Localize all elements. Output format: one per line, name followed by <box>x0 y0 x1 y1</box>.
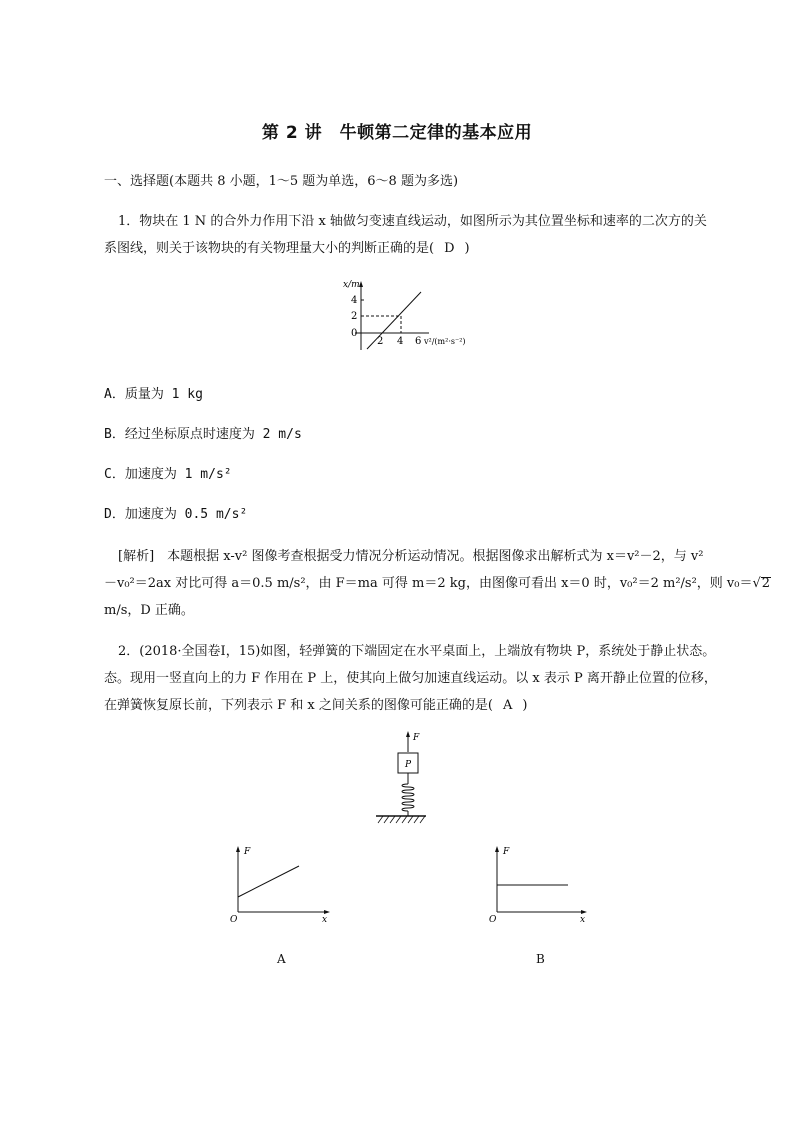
q2-paren-close: ) <box>522 698 528 713</box>
q1-xtick-2: 2 <box>377 336 384 347</box>
q1-xtick-4: 4 <box>397 336 404 347</box>
analysis-text-2: －v₀²＝2ax 对比可得 a＝0.5 m/s²，由 F＝ma 可得 m＝2 kg，由图像可看出 x＝0 时，v₀²＝2 m²/s²，则 v₀＝ <box>104 576 753 591</box>
q2-text-line2: 态。现用一竖直向上的力 F 作用在 P 上，使其向上做匀加速直线运动。以 x 表示 P 离开静止位置的位移， <box>104 671 717 686</box>
graph-a-ylabel: F <box>244 847 251 857</box>
q1-analysis-line1 <box>118 545 703 564</box>
block-label: P <box>405 760 412 770</box>
section-header: 一、选择题(本题共 8 小题，1～5 题为单选，6～8 题为多选) <box>104 174 459 189</box>
analysis-text-1: 本题根据 x-v² 图像考查根据受力情况分析运动情况。根据图像求出解析式为 x＝v²－2，与 v² <box>167 549 704 564</box>
q1-ytick-0: 0 <box>351 328 358 339</box>
q1-analysis-line3: m/s，D 正确。 <box>104 603 194 618</box>
q1-option-b: B．经过坐标原点时速度为 2 m/s <box>104 427 302 442</box>
q1-ytick-2: 2 <box>351 311 358 322</box>
q1-paren-close: ) <box>464 241 470 256</box>
sqrt-two: 2 <box>761 576 771 591</box>
q1-analysis-line2: －v₀²＝2ax 对比可得 a＝0.5 m/s²，由 F＝ma 可得 m＝2 kg，由图像可看出 x＝0 时，v₀²＝2 m²/s²，则 v₀＝√2 <box>104 576 771 591</box>
graph-a <box>222 842 342 926</box>
force-label: F <box>413 733 420 743</box>
q2-stem-end: 在弹簧恢复原长前，下列表示 F 和 x 之间关系的图像可能正确的是( <box>104 698 493 713</box>
q1-ylabel: x/m <box>343 280 360 290</box>
q2-text-line1: 2．(2018·全国卷Ⅰ，15)如图，轻弹簧的下端固定在水平桌面上，上端放有物块 P，系统处于静止状态。 <box>118 644 716 659</box>
graph-a-xlabel: x <box>322 915 328 925</box>
graph-b-origin: O <box>489 915 497 925</box>
q1-xlabel: v²/(m²·s⁻²) <box>424 337 466 346</box>
q2-text-line3 <box>104 694 527 713</box>
graph-b-caption: B <box>536 952 545 966</box>
q1-option-a: A．质量为 1 kg <box>104 387 203 402</box>
q1-text-line1: 1．物块在 1 N 的合外力作用下沿 x 轴做匀变速直线运动，如图所示为其位置坐标和速率的二次方的关 <box>118 214 707 229</box>
graph-a-origin: O <box>230 915 238 925</box>
q1-position-velocity-graph <box>335 278 485 354</box>
q1-ytick-4: 4 <box>351 295 358 306</box>
graph-b-ylabel: F <box>503 847 510 857</box>
graph-b <box>480 842 600 926</box>
q1-option-c: C．加速度为 1 m/s² <box>104 467 232 482</box>
q2-answer: A <box>502 698 513 713</box>
graph-a-caption: A <box>277 952 286 966</box>
q1-option-d: D．加速度为 0.5 m/s² <box>104 507 248 522</box>
page-title: 第 2 讲 牛顿第二定律的基本应用 <box>261 123 533 143</box>
q1-text-line2 <box>104 237 470 256</box>
spring-block-figure <box>370 728 430 828</box>
graph-b-xlabel: x <box>580 915 586 925</box>
q1-answer: D <box>444 241 455 256</box>
q1-xtick-6: 6 <box>415 336 422 347</box>
q1-stem-end: 系图线，则关于该物块的有关物理量大小的判断正确的是( <box>104 241 435 256</box>
analysis-label: [解析] <box>118 549 155 564</box>
